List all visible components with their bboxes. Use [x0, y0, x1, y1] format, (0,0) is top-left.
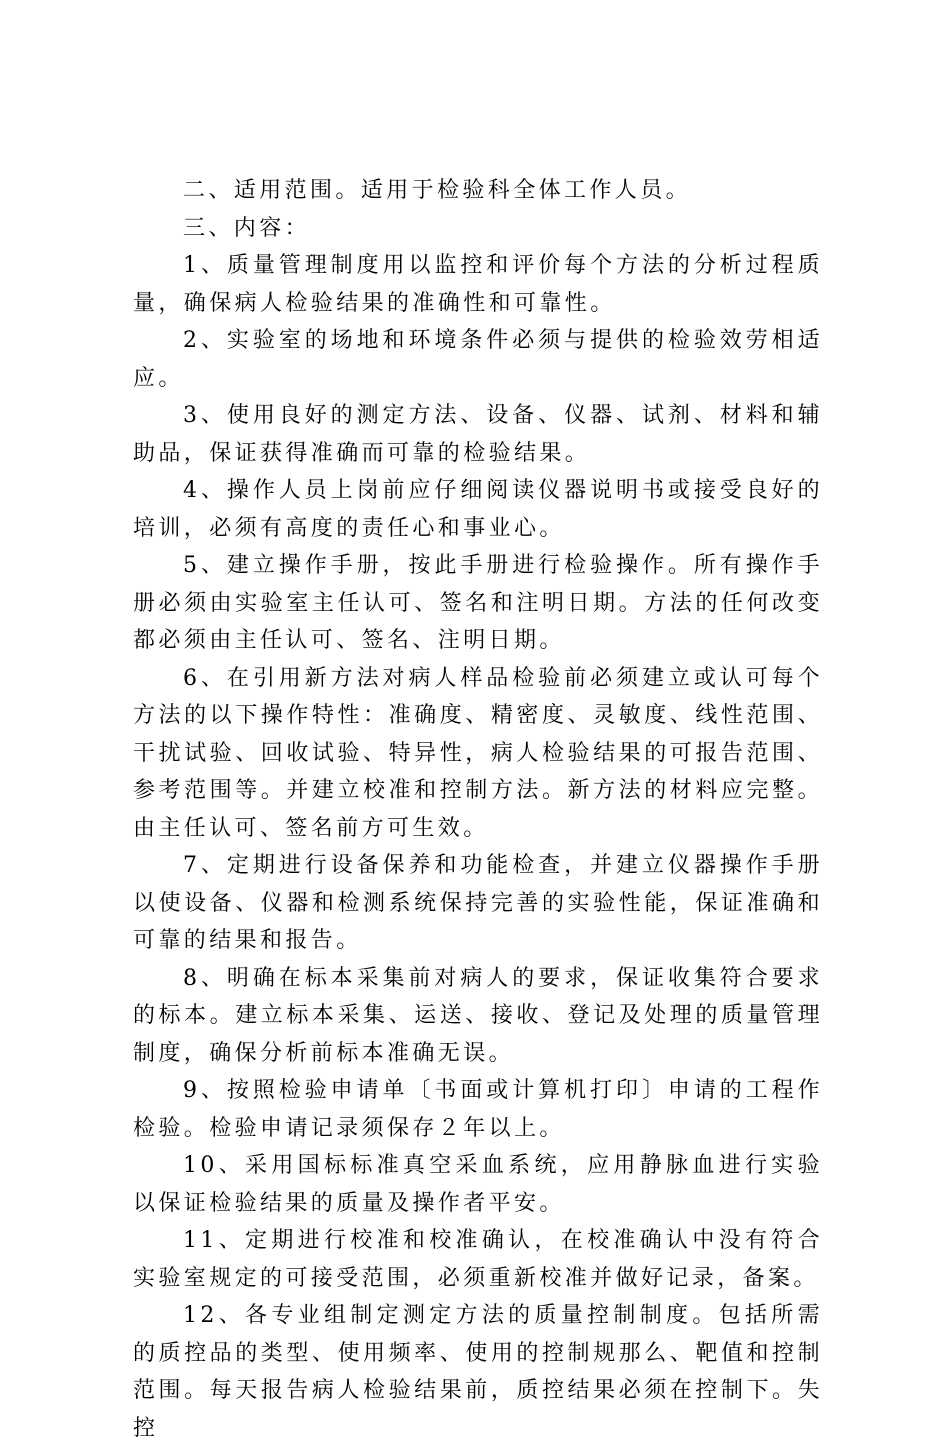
paragraph-item-8: 8、明确在标本采集前对病人的要求，保证收集符合要求的标本。建立标本采集、运送、接收、登记及处理的质量管理制度，确保分析前标本准确无误。 [133, 965, 823, 1066]
document-body [133, 172, 823, 1447]
paragraph-content-heading: 三、内容： [183, 215, 311, 241]
paragraph-scope: 二、适用范围。适用于检验科全体工作人员。 [183, 178, 692, 203]
paragraph-item-3: 3、使用良好的测定方法、设备、仪器、试剂、材料和辅助品，保证获得准确而可靠的检验结果。 [133, 403, 823, 466]
paragraph-item-7: 7、定期进行设备保养和功能检查，并建立仪器操作手册以使设备、仪器和检测系统保持完善的实验性能，保证准确和可靠的结果和报告。 [133, 853, 823, 953]
paragraph-item-5: 5、建立操作手册，按此手册进行检验操作。所有操作手册必须由实验室主任认可、签名和注明日期。方法的任何改变都必须由主任认可、签名、注明日期。 [133, 553, 823, 653]
paragraph-item-2: 2、实验室的场地和环境条件必须与提供的检验效劳相适应。 [133, 328, 823, 391]
paragraph-item-9: 9、按照检验申请单〔书面或计算机打印〕申请的工程作检验。检验申请记录须保存２年以上。 [133, 1078, 823, 1141]
paragraph-item-10: 10、采用国标标准真空采血系统，应用静脉血进行实验以保证检验结果的质量及操作者平安。 [133, 1153, 823, 1216]
paragraph-item-12: 12、各专业组制定测定方法的质量控制制度。包括所需的质控品的类型、使用频率、使用的控制规那么、靶值和控制范围。每天报告病人检验结果前，质控结果必须在控制下。失控 [133, 1303, 823, 1441]
paragraph-item-6: 6、在引用新方法对病人样品检验前必须建立或认可每个方法的以下操作特性：准确度、精密度、灵敏度、线性范围、干扰试验、回收试验、特异性，病人检验结果的可报告范围、参考范围等。并建立校准和控制方法。新方法的材料应完整。由主任认可、签名前方可生效。 [133, 665, 823, 841]
paragraph-item-11: 11、定期进行校准和校准确认，在校准确认中没有符合实验室规定的可接受范围，必须重新校准并做好记录，备案。 [133, 1228, 823, 1291]
paragraph-item-1: 1、质量管理制度用以监控和评价每个方法的分析过程质量，确保病人检验结果的准确性和可靠性。 [133, 253, 823, 316]
paragraph-item-4: 4、操作人员上岗前应仔细阅读仪器说明书或接受良好的培训，必须有高度的责任心和事业心。 [133, 478, 823, 541]
